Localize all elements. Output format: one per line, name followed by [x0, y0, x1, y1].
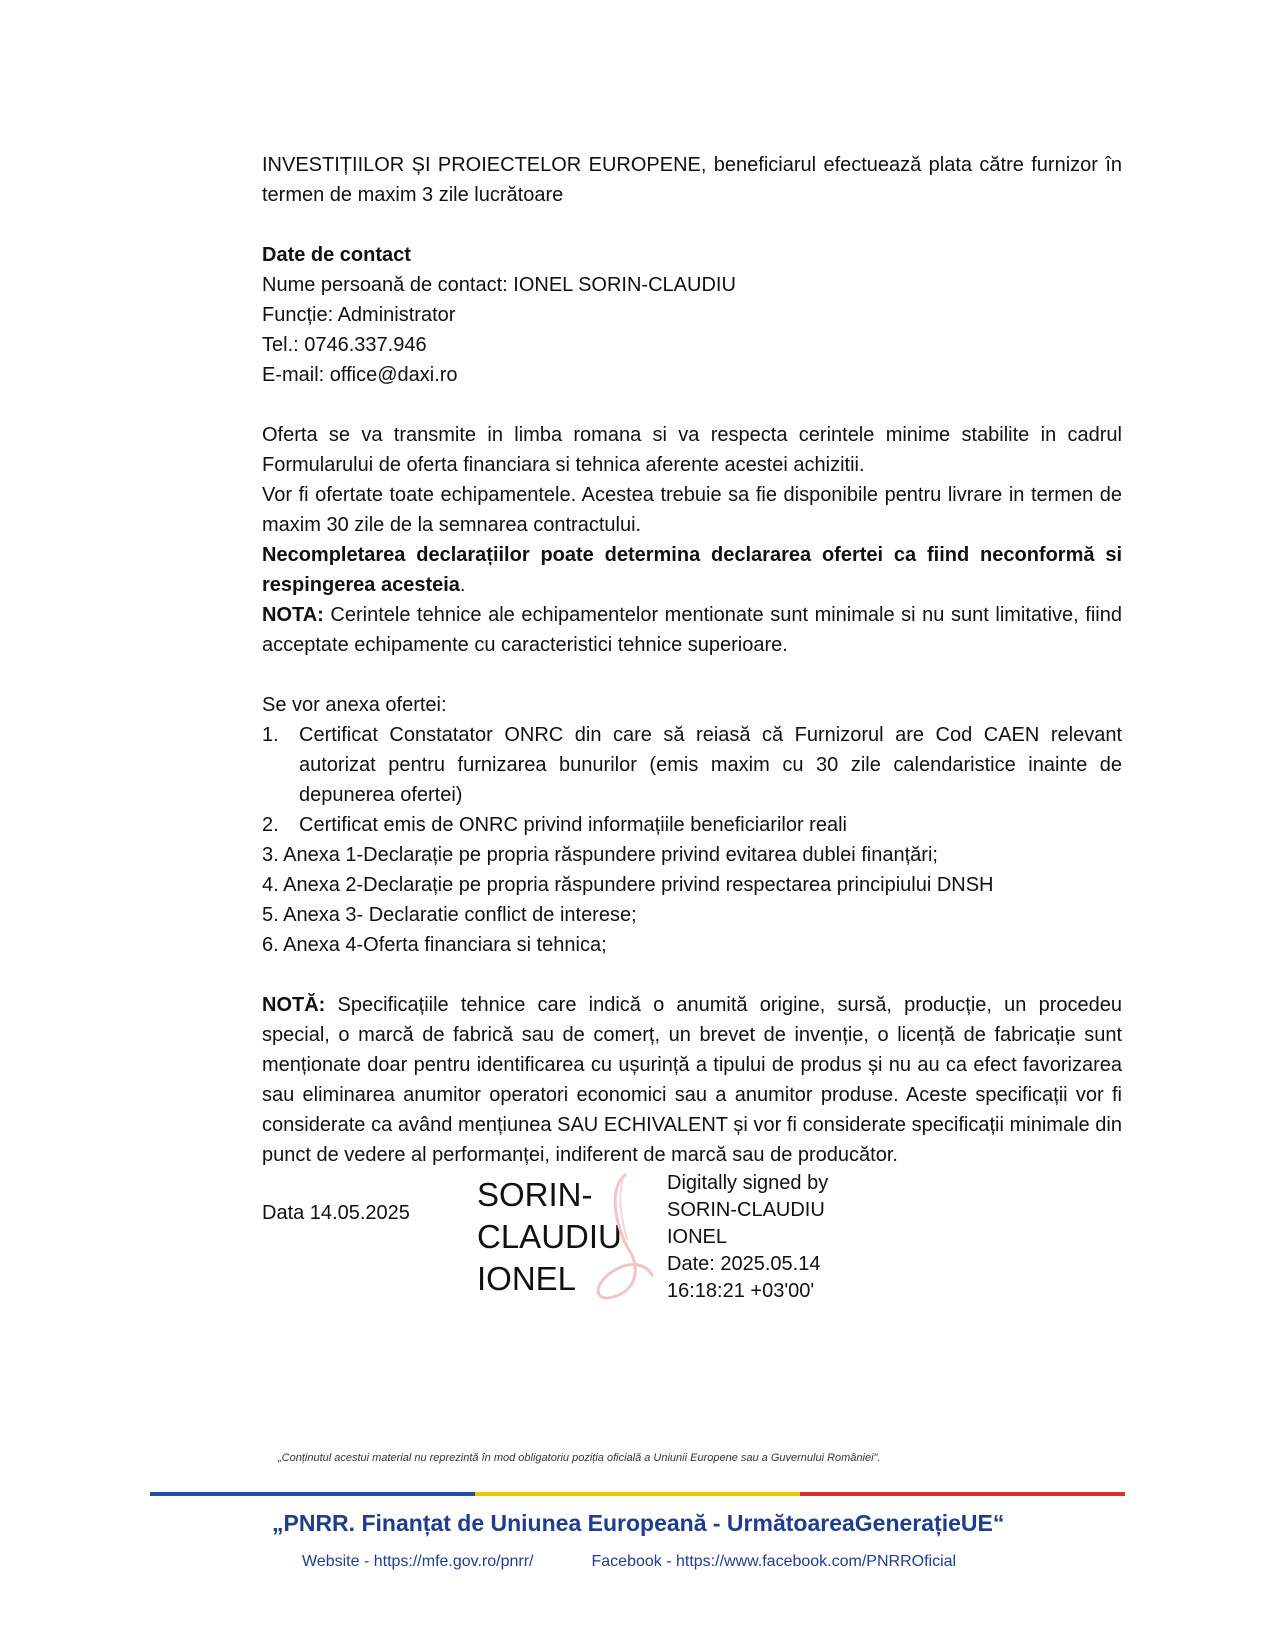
list-item: 4. Anexa 2-Declarație pe propria răspundere privind respectarea principiului DNSH: [262, 874, 994, 896]
contact-name: Nume persoană de contact: IONEL SORIN-CLAUDIU: [262, 274, 736, 296]
offer-paragraph-2: Vor fi ofertate toate echipamentele. Acestea trebuie sa fie disponibile pentru livrare in termen de maxim 30 zile de la semnarea contractului.: [262, 484, 1122, 536]
document-date: Data 14.05.2025: [262, 1202, 410, 1224]
list-item: 1. Certificat Constatator ONRC din care să reiasă că Furnizorul are Cod CAEN relevant autorizat pentru furnizarea bunurilor (emis maxim cu 30 zile calendaristice inainte de depunerea ofertei): [262, 724, 1122, 806]
final-note: [262, 990, 1122, 1170]
flag-blue: [150, 1492, 475, 1496]
flag-yellow: [475, 1492, 800, 1496]
list-item: 2. Certificat emis de ONRC privind informațiile beneficiarilor reali: [262, 814, 847, 836]
contact-heading: Date de contact: [262, 244, 411, 266]
intro-paragraph: INVESTIȚIILOR ȘI PROIECTELOR EUROPENE, beneficiarul efectuează plata către furnizor în termen de maxim 3 zile lucrătoare: [262, 154, 1122, 206]
offer-warning: Necompletarea declarațiilor poate determina declararea ofertei ca fiind neconformă si respingerea acesteia: [262, 544, 1122, 596]
nota-text: Cerintele tehnice ale echipamentelor mentionate sunt minimale si nu sunt limitative, fiind acceptate echipamente cu caracteristici tehnice superioare.: [262, 604, 1122, 656]
digital-signature-icon: [587, 1170, 657, 1300]
flag-color-bar: [150, 1492, 1125, 1496]
list-item: 6. Anexa 4-Oferta financiara si tehnica;: [262, 934, 607, 956]
footer-slogan: „PNRR. Finanțat de Uniunea Europeană - UrmătoareaGenerațieUE“: [272, 1510, 1005, 1536]
signer-name: SORIN- CLAUDIU IONEL: [477, 1176, 622, 1297]
annex-heading: Se vor anexa ofertei:: [262, 694, 447, 716]
signature-block: [262, 1170, 1122, 1310]
contact-phone: Tel.: 0746.337.946: [262, 334, 427, 356]
website-link[interactable]: Website - https://mfe.gov.ro/pnrr/: [302, 1553, 534, 1570]
offer-nota: [262, 600, 1122, 660]
facebook-link[interactable]: Facebook - https://www.facebook.com/PNRROficial: [591, 1553, 957, 1570]
nota-label: NOTA:: [262, 604, 324, 626]
offer-paragraph-1: Oferta se va transmite in limba romana si va respecta cerintele minime stabilite in cadrul Formularului de oferta financiara si tehnica aferente acestei achizitii.: [262, 424, 1122, 476]
footer-links: [302, 1552, 956, 1572]
final-note-text: Specificațiile tehnice care indică o anumită origine, sursă, producție, un procedeu special, o marcă de fabrică sau de comerț, un brevet de invenție, o licență de fabricație sunt menționate doar pentru identificarea cu ușurință a tipului de produs și nu au ca efect favorizarea sau eliminarea anumitor operatori economici sau a anumitor produse. Aceste specificații vor fi considerate ca având mențiunea SAU ECHIVALENT și vor fi considerate specificații minimale din punct de vedere al performanței, indiferent de marcă sau de producător.: [262, 994, 1122, 1166]
offer-paragraph-3: Necompletarea declarațiilor poate determina declararea ofertei ca fiind neconformă si respingerea acesteia.: [262, 544, 1122, 596]
contact-function: Funcție: Administrator: [262, 304, 456, 326]
document-body: [262, 150, 1122, 1310]
list-item: 5. Anexa 3- Declaratie conflict de interese;: [262, 904, 637, 926]
annex-list: [262, 720, 1122, 960]
final-note-label: NOTĂ:: [262, 994, 326, 1016]
flag-red: [800, 1492, 1125, 1496]
contact-email: E-mail: office@daxi.ro: [262, 364, 458, 386]
list-item: 3. Anexa 1-Declarație pe propria răspundere privind evitarea dublei finanțări;: [262, 844, 938, 866]
digital-signature-details: Digitally signed by SORIN-CLAUDIU IONEL Date: 2025.05.14 16:18:21 +03'00': [667, 1172, 829, 1302]
footer-disclaimer: „Conținutul acestui material nu reprezintă în mod obligatoriu poziția oficială a Uniunii Europene sau a Guvernului României".: [278, 1452, 881, 1464]
